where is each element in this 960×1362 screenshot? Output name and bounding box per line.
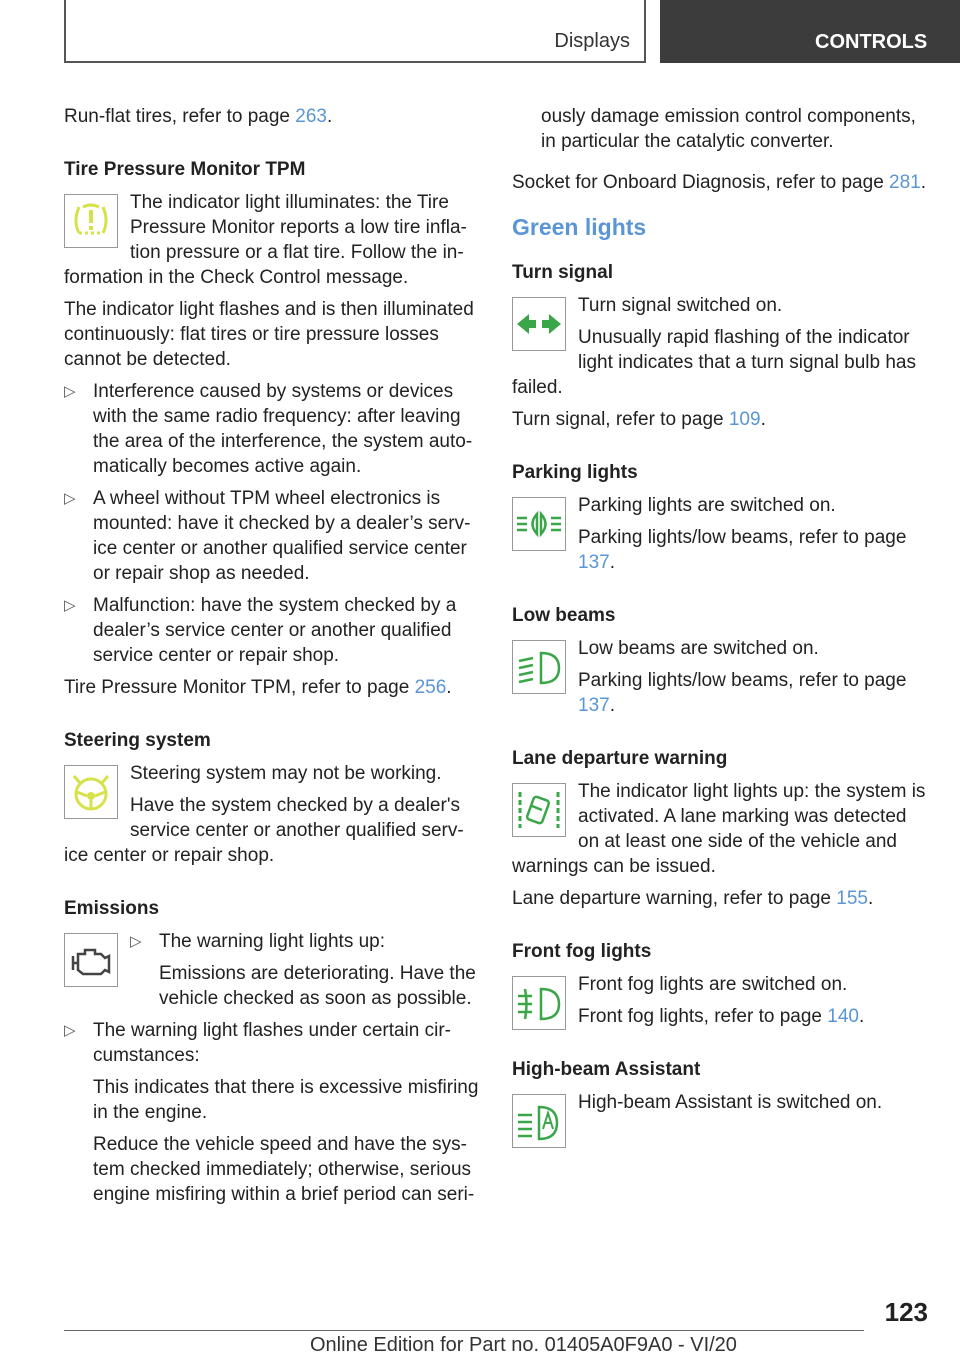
emissions-bullets (64, 1018, 479, 1207)
steering-warning-icon (64, 765, 118, 819)
lowbeam-p1: Low beams are switched on. (578, 638, 819, 659)
turn-p1: Turn signal switched on. (578, 295, 783, 316)
lane-ref: Lane departure warning, refer to page 155. (512, 888, 874, 909)
lowbeam-entry (512, 636, 930, 718)
chapter-tab (660, 0, 960, 63)
parking-lights-icon (512, 497, 566, 551)
lane-cont: warnings can be issued. (512, 856, 716, 877)
page-link[interactable]: 137 (578, 695, 610, 716)
page-link[interactable]: 109 (728, 409, 761, 430)
emissions-cont: ously damage emission control components, in particular the catalytic converter. (541, 106, 916, 152)
tpm-entry (64, 190, 479, 265)
parking-heading: Parking lights (512, 462, 638, 483)
page-link[interactable]: 137 (578, 552, 610, 573)
page-link[interactable]: 256 (414, 677, 447, 698)
steering-p2: Have the system checked by a dealer's service center or another qualified serv- (130, 795, 464, 841)
engine-warning-icon (64, 933, 118, 987)
steering-heading: Steering system (64, 730, 211, 751)
low-beam-icon (512, 640, 566, 694)
list-item: ▷ Malfunction: have the system checked by a dealer’s service center or another qualified service center or repair shop. (64, 593, 479, 668)
tpm-bullets (64, 379, 479, 668)
highbeam-heading: High-beam Assistant (512, 1059, 701, 1080)
fog-p2: Front fog lights, refer to page 140. (578, 1006, 865, 1027)
lane-departure-icon (512, 783, 566, 837)
tire-pressure-warning-icon (64, 194, 118, 248)
header-box (64, 0, 646, 63)
green-lights-heading: Green lights (512, 214, 647, 240)
left-column (64, 104, 479, 1214)
page-link[interactable]: 263 (295, 106, 327, 127)
parking-p1: Parking lights are switched on. (578, 495, 836, 516)
high-beam-assistant-icon (512, 1094, 566, 1148)
list-item: ▷ The warning light flashes under certain cir-cumstances: This indicates that there is excessive misfiring in the engine. Reduce the vehicle speed and have the sys-tem checked immediately; otherwise, serious engine misfiring within a brief period can seri- (64, 1018, 479, 1207)
turn-entry (512, 293, 930, 375)
steering-p1: Steering system may not be working. (130, 763, 442, 784)
parking-entry (512, 493, 930, 575)
turn-cont: failed. (512, 377, 563, 398)
turn-p2: Unusually rapid flashing of the indicator light indicates that a turn signal bulb has (578, 327, 916, 373)
edition-note: Online Edition for Part no. 01405A0F9A0 - VI/20 (310, 1334, 737, 1356)
section-title: Displays (554, 30, 630, 52)
steering-cont: ice center or repair shop. (64, 845, 275, 866)
runflat-ref: Run-flat tires, refer to page 263. (64, 106, 333, 127)
right-column (512, 104, 930, 1152)
lane-entry (512, 779, 930, 854)
front-fog-lights-icon (512, 976, 566, 1030)
highbeam-entry (512, 1090, 930, 1146)
emissions-heading: Emissions (64, 898, 160, 919)
list-item: ▷ A wheel without TPM wheel electronics is mounted: have it checked by a dealer’s serv-ice center or another qualified service center or repair shop as needed. (64, 486, 479, 586)
page-link[interactable]: 281 (889, 172, 921, 193)
parking-p2: Parking lights/low beams, refer to page 137. (578, 527, 907, 573)
fog-p1: Front fog lights are switched on. (578, 974, 848, 995)
turn-ref: Turn signal, refer to page 109. (512, 409, 766, 430)
lane-heading: Lane departure warning (512, 748, 728, 769)
turn-heading: Turn signal (512, 262, 613, 283)
tpm-cont: formation in the Check Control message. (64, 267, 409, 288)
tpm-ref: Tire Pressure Monitor TPM, refer to page 256. (64, 677, 452, 698)
tpm-icon-text: The indicator light illuminates: the Tire Pressure Monitor reports a low tire infla-tion pressure or a flat tire. Follow the in- (130, 192, 467, 263)
lowbeam-p2: Parking lights/low beams, refer to page 137. (578, 670, 907, 716)
fog-heading: Front fog lights (512, 941, 652, 962)
emissions-entry (64, 929, 479, 1011)
fog-entry (512, 972, 930, 1029)
page-link[interactable]: 140 (827, 1006, 859, 1027)
obd-ref: Socket for Onboard Diagnosis, refer to page 281. (512, 172, 927, 193)
lane-p1: The indicator light lights up: the system is activated. A lane marking was detected on at least one side of the vehicle and (578, 781, 926, 852)
list-item: ▷ The warning light lights up: Emissions are deteriorating. Have the vehicle checked as soon as possible. (130, 929, 479, 1011)
chapter-title: CONTROLS (815, 31, 928, 53)
steering-entry (64, 761, 479, 843)
footer-divider (64, 1330, 864, 1331)
highbeam-p1: High-beam Assistant is switched on. (578, 1092, 883, 1113)
page-number: 123 (884, 1297, 928, 1327)
page-link[interactable]: 155 (836, 888, 868, 909)
tpm-heading: Tire Pressure Monitor TPM (64, 159, 306, 180)
list-item: ▷ Interference caused by systems or devices with the same radio frequency: after leaving the area of the interference, the system auto-matically becomes active again. (64, 379, 479, 479)
lowbeam-heading: Low beams (512, 605, 616, 626)
tpm-para: The indicator light flashes and is then illuminated continuously: flat tires or tire pressure losses cannot be detected. (64, 299, 474, 370)
turn-signal-icon (512, 297, 566, 351)
